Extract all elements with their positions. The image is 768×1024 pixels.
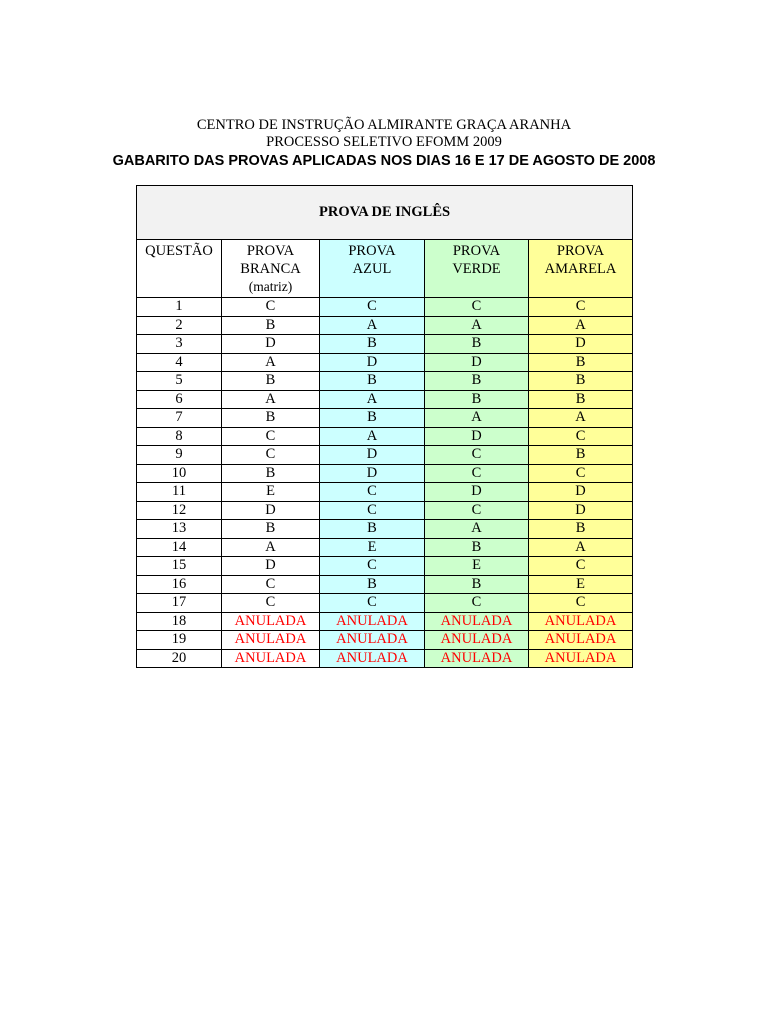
answer-branca-cell: D xyxy=(222,335,320,354)
table-row xyxy=(137,372,633,391)
answer-verde-cell: B xyxy=(425,575,529,594)
table-row xyxy=(137,390,633,409)
answer-key-table xyxy=(136,185,633,668)
answer-azul-cell: B xyxy=(320,409,425,428)
answer-branca-cell: C xyxy=(222,594,320,613)
answer-branca-cell: C xyxy=(222,427,320,446)
table-row xyxy=(137,353,633,372)
question-number-cell: 11 xyxy=(137,483,222,502)
table-row xyxy=(137,594,633,613)
table-row xyxy=(137,631,633,650)
column-header-azul xyxy=(320,240,425,298)
answer-amarela-cell: ANULADA xyxy=(529,631,633,650)
table-row xyxy=(137,575,633,594)
answer-azul-cell: B xyxy=(320,335,425,354)
answer-verde-cell: C xyxy=(425,464,529,483)
answer-amarela-cell: D xyxy=(529,483,633,502)
answer-azul-cell: C xyxy=(320,594,425,613)
answer-azul-cell: B xyxy=(320,575,425,594)
answer-branca-cell: B xyxy=(222,372,320,391)
answer-azul-cell: A xyxy=(320,316,425,335)
column-header-verde-line1: PROVA xyxy=(452,243,501,259)
question-number-cell: 7 xyxy=(137,409,222,428)
answer-verde-cell: C xyxy=(425,446,529,465)
answer-azul-cell: B xyxy=(320,520,425,539)
answer-verde-cell: C xyxy=(425,501,529,520)
question-number-cell: 15 xyxy=(137,557,222,576)
column-header-amarela-line1: PROVA xyxy=(556,243,605,259)
answer-branca-cell: C xyxy=(222,446,320,465)
table-row xyxy=(137,649,633,668)
answer-azul-cell: A xyxy=(320,427,425,446)
answer-azul-cell: B xyxy=(320,372,425,391)
table-row xyxy=(137,409,633,428)
answer-verde-cell: B xyxy=(425,335,529,354)
column-header-amarela-line2: AMARELA xyxy=(544,261,617,277)
answer-rows xyxy=(137,298,633,668)
answer-amarela-cell: B xyxy=(529,446,633,465)
answer-amarela-cell: C xyxy=(529,464,633,483)
column-header-verde xyxy=(425,240,529,298)
column-header-branca xyxy=(222,240,320,298)
question-number-cell: 5 xyxy=(137,372,222,391)
column-header-branca-line2: BRANCA xyxy=(240,261,301,277)
answer-branca-cell: D xyxy=(222,557,320,576)
answer-azul-cell: A xyxy=(320,390,425,409)
answer-key-title: GABARITO DAS PROVAS APLICADAS NOS DIAS 16 E 17 DE AGOSTO DE 2008 xyxy=(112,153,656,169)
answer-verde-cell: A xyxy=(425,316,529,335)
answer-branca-cell: E xyxy=(222,483,320,502)
answer-verde-cell: C xyxy=(425,594,529,613)
answer-branca-cell: B xyxy=(222,316,320,335)
answer-amarela-cell: D xyxy=(529,335,633,354)
table-row xyxy=(137,298,633,317)
question-number-cell: 6 xyxy=(137,390,222,409)
answer-azul-cell: C xyxy=(320,483,425,502)
answer-azul-cell: ANULADA xyxy=(320,649,425,668)
question-number-cell: 4 xyxy=(137,353,222,372)
question-number-cell: 19 xyxy=(137,631,222,650)
question-number-cell: 2 xyxy=(137,316,222,335)
answer-branca-cell: A xyxy=(222,353,320,372)
answer-amarela-cell: E xyxy=(529,575,633,594)
institution-name: CENTRO DE INSTRUÇÃO ALMIRANTE GRAÇA ARANHA xyxy=(196,117,572,133)
column-header-questao-label: QUESTÃO xyxy=(145,243,213,259)
answer-amarela-cell: B xyxy=(529,390,633,409)
table-row xyxy=(137,464,633,483)
question-number-cell: 8 xyxy=(137,427,222,446)
answer-amarela-cell: C xyxy=(529,298,633,317)
answer-verde-cell: C xyxy=(425,298,529,317)
answer-branca-cell: B xyxy=(222,464,320,483)
table-row xyxy=(137,335,633,354)
question-number-cell: 9 xyxy=(137,446,222,465)
answer-branca-cell: ANULADA xyxy=(222,612,320,631)
answer-amarela-cell: C xyxy=(529,427,633,446)
answer-amarela-cell: C xyxy=(529,557,633,576)
answer-amarela-cell: B xyxy=(529,372,633,391)
answer-azul-cell: C xyxy=(320,298,425,317)
table-row xyxy=(137,538,633,557)
answer-branca-cell: B xyxy=(222,520,320,539)
answer-amarela-cell: A xyxy=(529,316,633,335)
column-header-branca-line1: PROVA xyxy=(246,243,295,259)
answer-branca-cell: D xyxy=(222,501,320,520)
answer-verde-cell: ANULADA xyxy=(425,649,529,668)
answer-branca-cell: B xyxy=(222,409,320,428)
answer-azul-cell: C xyxy=(320,557,425,576)
answer-branca-cell: C xyxy=(222,298,320,317)
answer-verde-cell: A xyxy=(425,409,529,428)
answer-azul-cell: D xyxy=(320,446,425,465)
table-row xyxy=(137,427,633,446)
answer-verde-cell: D xyxy=(425,483,529,502)
column-header-questao xyxy=(137,240,222,298)
process-name: PROCESSO SELETIVO EFOMM 2009 xyxy=(266,134,502,150)
answer-amarela-cell: B xyxy=(529,353,633,372)
answer-verde-cell: B xyxy=(425,538,529,557)
column-header-azul-line1: PROVA xyxy=(348,243,396,259)
column-header-azul-line2: AZUL xyxy=(352,261,392,277)
question-number-cell: 20 xyxy=(137,649,222,668)
column-header-amarela xyxy=(529,240,633,298)
answer-verde-cell: B xyxy=(425,390,529,409)
question-number-cell: 3 xyxy=(137,335,222,354)
table-row xyxy=(137,446,633,465)
answer-verde-cell: D xyxy=(425,427,529,446)
answer-branca-cell: C xyxy=(222,575,320,594)
answer-azul-cell: E xyxy=(320,538,425,557)
answer-branca-cell: ANULADA xyxy=(222,631,320,650)
table-row xyxy=(137,612,633,631)
answer-azul-cell: D xyxy=(320,353,425,372)
answer-azul-cell: ANULADA xyxy=(320,612,425,631)
answer-verde-cell: E xyxy=(425,557,529,576)
question-number-cell: 16 xyxy=(137,575,222,594)
answer-verde-cell: A xyxy=(425,520,529,539)
question-number-cell: 10 xyxy=(137,464,222,483)
answer-azul-cell: D xyxy=(320,464,425,483)
answer-amarela-cell: D xyxy=(529,501,633,520)
answer-branca-cell: ANULADA xyxy=(222,649,320,668)
answer-verde-cell: ANULADA xyxy=(425,612,529,631)
answer-verde-cell: ANULADA xyxy=(425,631,529,650)
table-row xyxy=(137,483,633,502)
answer-verde-cell: B xyxy=(425,372,529,391)
answer-azul-cell: C xyxy=(320,501,425,520)
answer-amarela-cell: ANULADA xyxy=(529,649,633,668)
table-row xyxy=(137,501,633,520)
document-header xyxy=(0,117,768,170)
question-number-cell: 12 xyxy=(137,501,222,520)
question-number-cell: 17 xyxy=(137,594,222,613)
table-row xyxy=(137,557,633,576)
answer-branca-cell: A xyxy=(222,390,320,409)
question-number-cell: 18 xyxy=(137,612,222,631)
table-row xyxy=(137,520,633,539)
table-row xyxy=(137,316,633,335)
answer-branca-cell: A xyxy=(222,538,320,557)
answer-amarela-cell: A xyxy=(529,538,633,557)
question-number-cell: 13 xyxy=(137,520,222,539)
table-title: PROVA DE INGLÊS xyxy=(137,186,633,240)
column-header-branca-matriz: (matriz) xyxy=(248,279,293,294)
answer-amarela-cell: C xyxy=(529,594,633,613)
answer-azul-cell: ANULADA xyxy=(320,631,425,650)
question-number-cell: 1 xyxy=(137,298,222,317)
answer-verde-cell: D xyxy=(425,353,529,372)
question-number-cell: 14 xyxy=(137,538,222,557)
answer-amarela-cell: ANULADA xyxy=(529,612,633,631)
column-header-verde-line2: VERDE xyxy=(452,261,501,277)
answer-amarela-cell: A xyxy=(529,409,633,428)
answer-amarela-cell: B xyxy=(529,520,633,539)
